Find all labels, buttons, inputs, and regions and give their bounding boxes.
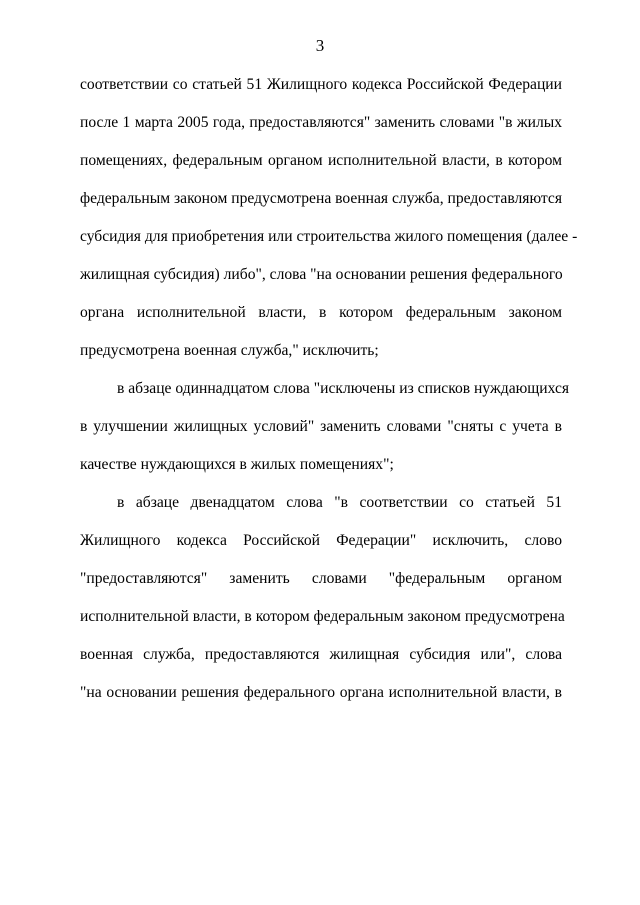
text-line: жилищная субсидия) либо", слова "на основании решения федерального [80, 266, 563, 283]
text-line: органа исполнительной власти, в котором федеральным законом [80, 304, 562, 321]
text-line: исполнительной власти, в котором федеральным законом предусмотрена [80, 608, 565, 625]
text-line: соответствии со статьей 51 Жилищного кодекса Российской Федерации [80, 76, 562, 93]
text-line: "на основании решения федерального органа исполнительной власти, в [80, 684, 562, 701]
text-line: в улучшении жилищных условий" заменить словами "сняты с учета в [80, 418, 562, 435]
paragraph-first-line: в абзаце двенадцатом слова "в соответствии со статьей 51 [117, 494, 562, 511]
paragraph-first-line: в абзаце одиннадцатом слова "исключены из списков нуждающихся [117, 380, 570, 397]
text-line: Жилищного кодекса Российской Федерации" исключить, слово [80, 532, 562, 549]
text-line: военная служба, предоставляются жилищная субсидия или", слова [80, 646, 562, 663]
page-number: 3 [315, 36, 325, 55]
text-line: предусмотрена военная служба," исключить; [80, 342, 379, 359]
text-line: субсидия для приобретения или строительства жилого помещения (далее - [80, 228, 578, 245]
text-line: качестве нуждающихся в жилых помещениях"; [80, 456, 394, 473]
text-line: федеральным законом предусмотрена военная служба, предоставляются [80, 190, 562, 207]
text-line: "предоставляются" заменить словами "федеральным органом [80, 570, 562, 587]
text-line: помещениях, федеральным органом исполнительной власти, в котором [80, 152, 562, 169]
text-line: после 1 марта 2005 года, предоставляются" заменить словами "в жилых [80, 114, 562, 131]
